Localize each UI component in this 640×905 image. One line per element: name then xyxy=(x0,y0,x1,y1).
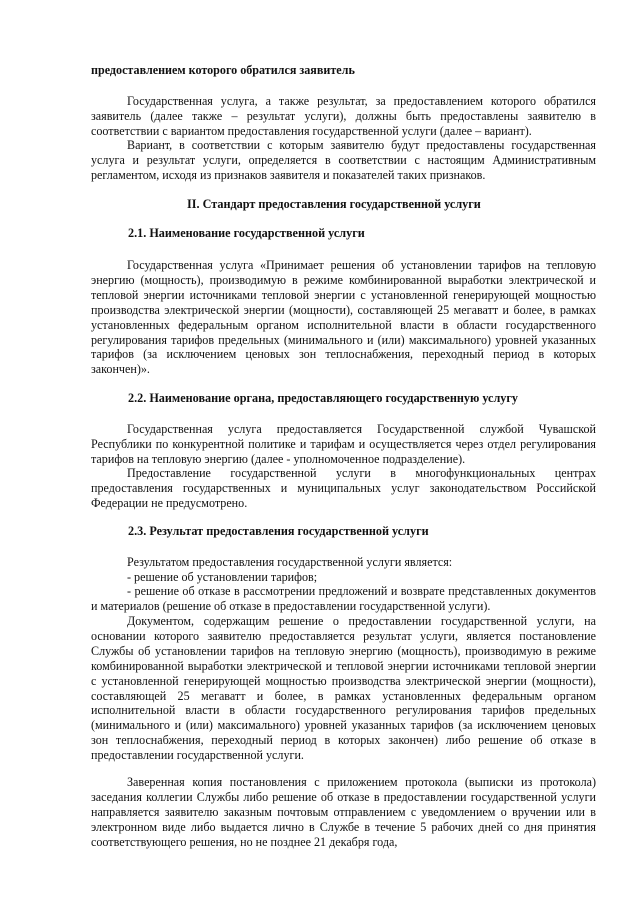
intro-paragraph-1: Государственная услуга, а также результат, за предоставлением которого обратился заявитель (далее также – результат услуги), должны быть предоставлены заявителю в соответствии с вариантом предоставления государственной услуги (далее – вариант). xyxy=(91,94,596,138)
result-document-paragraph: Документом, содержащим решение о предоставлении государственной услуги, на основании которого заявителю предоставляется результат услуги, является постановление Службы об установлении тарифов на тепловую энергию (мощность), производимую в режиме комбинированной выработки электрической и тепловой энергии источниками тепловой энергии с установленной генерирующей мощностью производства электрической энергии (мощности), составляющей 25 мегаватт и более, в рамках установленных федеральным органом исполнительной власти в области государственного регулирования тарифов предельных (минимального и (или) максимального) уровней указанных тарифов (за исключением ценовых зон теплоснабжения, переходный период в которых закончен) либо решение об отказе в предоставлении государственной услуги. xyxy=(91,614,596,763)
section-title: II. Стандарт предоставления государственной услуги xyxy=(187,197,481,211)
subsection-2-2-paragraph-1: Государственная услуга предоставляется Государственной службой Чувашской Республики по конкурентной политике и тарифам и осуществляется через отдел регулирования тарифов на тепловую энергию (далее - уполномоченное подразделение). xyxy=(91,422,596,466)
subsection-2-1-title: 2.1. Наименование государственной услуги xyxy=(128,226,365,240)
subsection-2-2-paragraph-2: Предоставление государственной услуги в многофункциональных центрах предоставления государственных и муниципальных услуг законодательством Российской Федерации не предусмотрено. xyxy=(91,466,596,510)
intro-paragraph-2: Вариант, в соответствии с которым заявителю будут предоставлены государственная услуга и результат услуги, определяется в соответствии с настоящим Административным регламентом, исходя из признаков заявителя и показателей таких признаков. xyxy=(91,138,596,182)
result-list-item-2: - решение об отказе в рассмотрении предложений и возврате представленных документов и материалов (решение об отказе в предоставлении государственной услуги). xyxy=(91,584,596,613)
lead-line: предоставлением которого обратился заявитель xyxy=(91,63,355,77)
subsection-2-2-title: 2.2. Наименование органа, предоставляющего государственную услугу xyxy=(128,391,519,405)
result-list-item-1: - решение об установлении тарифов; xyxy=(127,570,318,584)
delivery-paragraph: Заверенная копия постановления с приложением протокола (выписки из протокола) заседания коллегии Службы либо решение об отказе в предоставлении государственной услуги направляется заявителю заказным почтовым отправлением с уведомлением о вручении или в электронном виде либо выдается лично в Службе в течение 5 рабочих дней со дня принятия соответствующего решения, но не позднее 21 декабря года, xyxy=(91,775,596,849)
subsection-2-1-paragraph: Государственная услуга «Принимает решения об установлении тарифов на тепловую энергию (мощность), производимую в режиме комбинированной выработки электрической и тепловой энергии источниками тепловой энергии с установленной генерирующей мощностью производства электрической энергии (мощности), составляющей 25 мегаватт и более, в рамках установленных федеральным органом исполнительной власти в области государственного регулирования тарифов предельных (минимального и (или) максимального) уровней указанных тарифов (за исключением ценовых зон теплоснабжения, переходный период в которых закончен)». xyxy=(91,258,596,377)
subsection-2-3-intro: Результатом предоставления государственной услуги является: xyxy=(127,555,453,569)
subsection-2-3-title: 2.3. Результат предоставления государственной услуги xyxy=(128,524,429,538)
